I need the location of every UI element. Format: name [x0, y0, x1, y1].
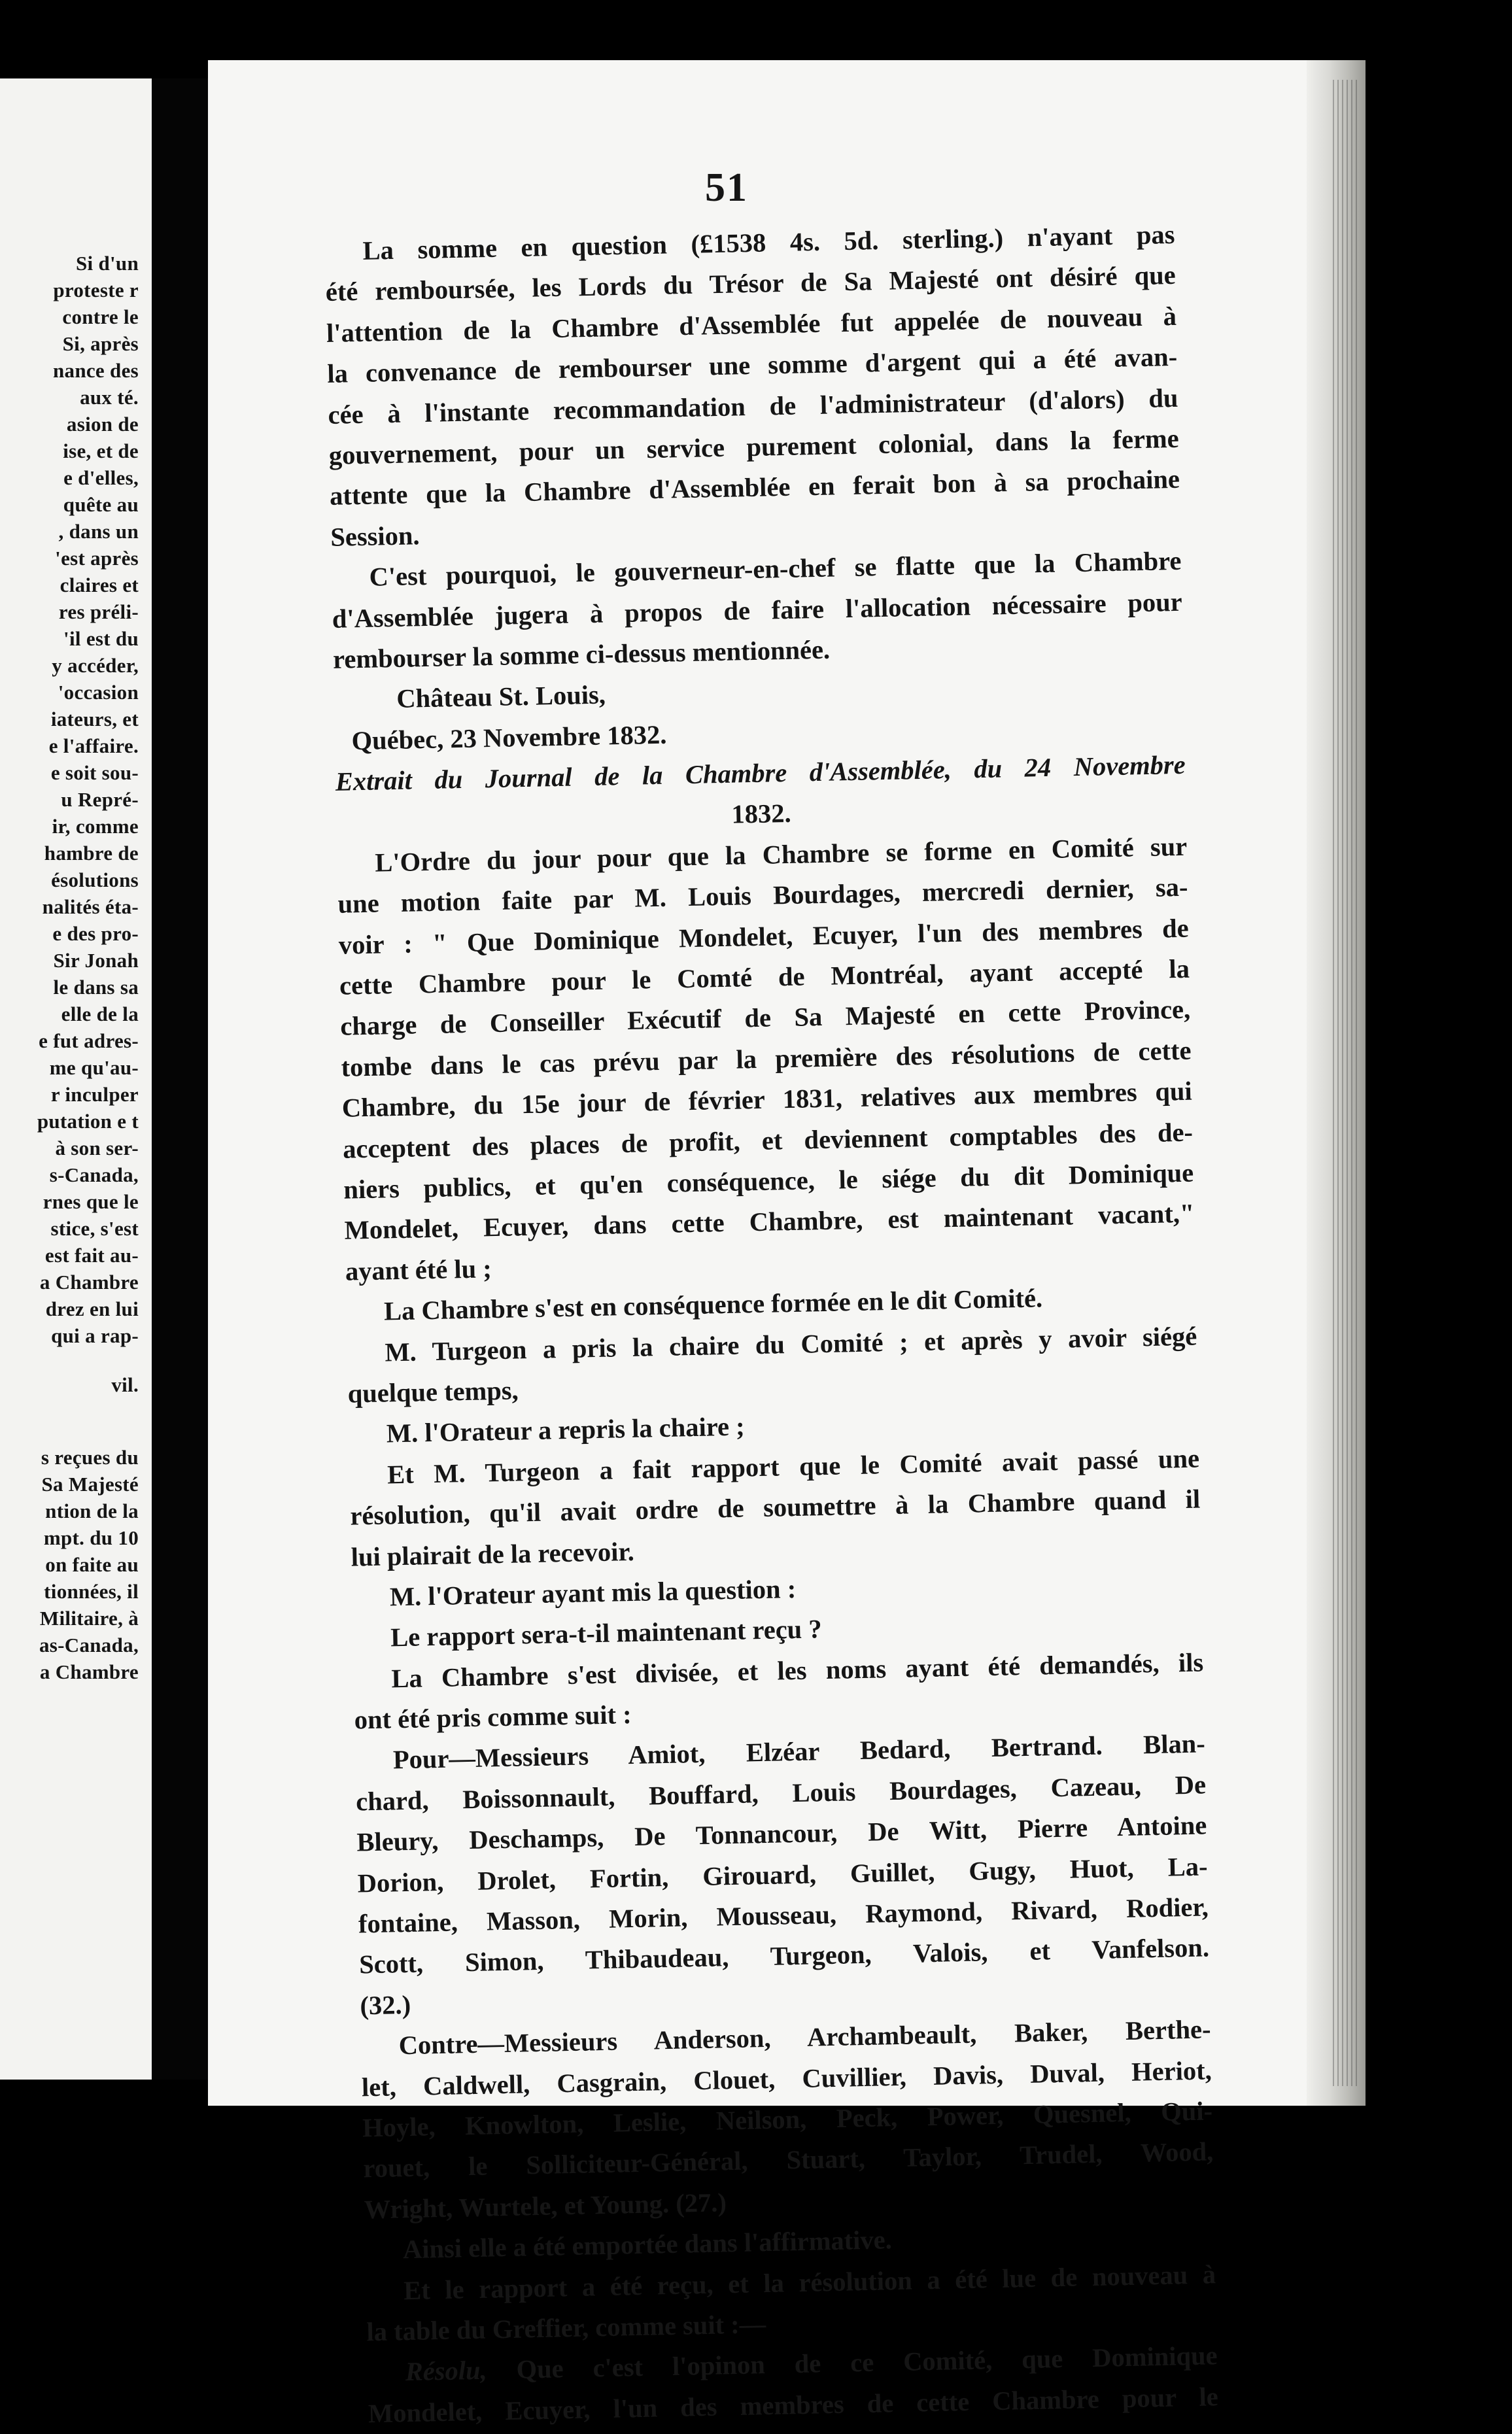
- left-page-line: qui a rap-: [51, 1324, 139, 1347]
- left-page-line: stice, s'est: [50, 1217, 139, 1240]
- extract-heading: Extrait du Journal de la Chambre d'Assemblée, du 24 Novembre: [335, 749, 1186, 797]
- text-line: attente que la Chambre d'Assemblée en ferait bon à sa prochaine: [329, 464, 1180, 511]
- left-page-line: est fait au-: [44, 1244, 139, 1267]
- page-body-text: [324, 214, 1218, 2434]
- left-page-line: Sa Majesté: [41, 1473, 139, 1496]
- left-page-line: asion de: [66, 413, 139, 436]
- left-page-line: à son ser-: [55, 1137, 139, 1159]
- left-page-fragment: [0, 78, 152, 2080]
- text-line: cée à l'instante recommandation de l'administrateur (d'alors) du: [328, 383, 1178, 430]
- text-line: Chambre, du 15e jour de février 1831, relatives aux membres qui: [341, 1076, 1193, 1123]
- signature-date: Québec, 23 Novembre 1832.: [351, 719, 667, 756]
- text-line: tombe dans le cas prévu par la première des résolutions de cette: [341, 1035, 1192, 1082]
- left-page-line: e soit sou-: [50, 761, 139, 784]
- left-page-line: nance des: [52, 359, 139, 382]
- text-line: C'est pourquoi, le gouverneur-en-chef se flatte que la Chambre: [369, 545, 1182, 592]
- left-page-line: 'il est du: [63, 627, 139, 650]
- text-line: M. l'Orateur a repris la chaire ;: [386, 1411, 746, 1448]
- text-line: Et le rapport a été reçu, et la résolution a été lue de nouveau à: [403, 2259, 1216, 2305]
- left-page-line: e d'elles,: [63, 466, 139, 489]
- text-line: La Chambre s'est divisée, et les noms ayant été demandés, ils: [390, 1647, 1204, 1694]
- text-line: l'attention de la Chambre d'Assemblée fut appelée de nouveau à: [326, 301, 1177, 348]
- resolution-text: Que c'est l'opinon de ce Comité, que Dominique: [487, 2340, 1218, 2385]
- left-page-line: e l'affaire.: [48, 734, 139, 757]
- left-page-line: 'est après: [55, 547, 139, 570]
- left-page-line: a Chambre: [39, 1660, 139, 1683]
- left-page-line: res préli-: [58, 600, 139, 623]
- text-line: voir : " Que Dominique Mondelet, Ecuyer, l'un des membres de: [338, 913, 1190, 960]
- left-page-line: a Chambre: [39, 1271, 139, 1294]
- left-page-line: putation e t: [37, 1110, 139, 1133]
- vote-contre-line: rouet, le Solliciteur-Général, Stuart, Taylor, Trudel, Wood,: [363, 2136, 1214, 2184]
- left-page-line: s reçues du: [41, 1446, 139, 1469]
- left-page-line: Si, après: [62, 332, 139, 355]
- left-page-line: le dans sa: [53, 976, 139, 999]
- vote-contre-line: Wright, Wurtele, et Young. (27.): [364, 2187, 727, 2225]
- text-line: été remboursée, les Lords du Trésor de Sa Majesté ont désiré que: [325, 260, 1177, 307]
- text-line: Ainsi elle a été emportée dans l'affirmative.: [402, 2225, 893, 2265]
- page-edge: [1307, 60, 1366, 2106]
- vote-pour-line: chard, Boissonnault, Bouffard, Louis Bourdages, Cazeau, De: [355, 1770, 1207, 1817]
- left-page-line: elle de la: [61, 1003, 139, 1025]
- extract-year: 1832.: [731, 798, 792, 830]
- text-line: quelque temps,: [347, 1375, 519, 1409]
- left-page-line: e fut adres-: [39, 1029, 139, 1052]
- vote-pour-line: Scott, Simon, Thibaudeau, Turgeon, Valois, et Vanfelson.: [358, 1932, 1210, 1980]
- left-page-line: y accéder,: [52, 654, 139, 677]
- left-page-line: me qu'au-: [49, 1056, 139, 1079]
- text-line: La somme en question (£1538 4s. 5d. sterling.) n'ayant pas: [362, 219, 1175, 266]
- left-page-line: drez en lui: [45, 1297, 139, 1320]
- left-page-line: Sir Jonah: [53, 949, 139, 972]
- left-page-line: Si d'un: [75, 252, 139, 275]
- left-page-line: proteste r: [53, 279, 139, 301]
- left-page-line: ir, comme: [52, 815, 139, 838]
- vote-contre-line: Hoyle, Knowlton, Leslie, Neilson, Peck, Power, Quesnel, Qui-: [362, 2096, 1213, 2143]
- left-page-line: iateurs, et: [50, 708, 139, 730]
- page-number: 51: [705, 165, 748, 210]
- text-line: M. Turgeon a pris la chaire du Comité ; et après y avoir siégé: [384, 1321, 1197, 1367]
- text-line: niers publics, et qu'en conséquence, le siége du dit Dominique: [343, 1157, 1194, 1205]
- left-page-line: rnes que le: [43, 1190, 139, 1213]
- vote-pour-line: Pour—Messieurs Amiot, Elzéar Bedard, Bertrand. Blan-: [392, 1728, 1206, 1775]
- text-line: Session.: [330, 520, 420, 552]
- text-line: Le rapport sera-t-il maintenant reçu ?: [390, 1614, 823, 1653]
- vote-contre-line: let, Caldwell, Casgrain, Clouet, Cuvillier, Davis, Duval, Heriot,: [361, 2055, 1212, 2102]
- left-page-line: aux té.: [80, 386, 139, 409]
- left-page-line: ésolutions: [51, 868, 139, 891]
- text-line: la table du Greffier, comme suit :—: [366, 2309, 766, 2347]
- right-page: [208, 60, 1366, 2429]
- text-line: acceptent des places de profit, et deviennent comptables des de-: [342, 1117, 1194, 1164]
- left-page-line: as-Canada,: [39, 1634, 139, 1656]
- signature-place: Château St. Louis,: [396, 679, 606, 714]
- left-page-line: ntion de la: [45, 1500, 139, 1522]
- text-line: d'Assemblée jugera à propos de faire l'allocation nécessaire pour: [332, 587, 1183, 634]
- text-line: lui plairait de la recevoir.: [351, 1536, 635, 1572]
- left-page-line: contre le: [62, 305, 139, 328]
- vote-pour-line: Dorion, Drolet, Fortin, Girouard, Guillet, Gugy, Huot, La-: [357, 1851, 1208, 1898]
- left-page-line: Militaire, à: [39, 1607, 139, 1630]
- text-line: ont été pris comme suit :: [354, 1700, 632, 1735]
- left-page-line: u Repré-: [61, 788, 139, 811]
- vote-pour-line: fontaine, Masson, Morin, Mousseau, Raymond, Rivard, Rodier,: [358, 1892, 1209, 1939]
- text-line: une motion faite par M. Louis Bourdages, mercredi dernier, sa-: [337, 872, 1188, 919]
- vote-contre-line: Contre—Messieurs Anderson, Archambeault, Baker, Berthe-: [398, 2014, 1211, 2061]
- vote-pour-total: (32.): [360, 1989, 411, 2021]
- left-page-line: r inculper: [50, 1083, 139, 1106]
- text-line: M. l'Orateur ayant mis la question :: [389, 1573, 797, 1612]
- left-page-text-column: [0, 250, 139, 1685]
- text-line: cette Chambre pour le Comté de Montréal, ayant accepté la: [339, 953, 1190, 1001]
- left-page-line: , dans un: [58, 520, 139, 543]
- text-line: La Chambre s'est en conséquence formée en le dit Comité.: [383, 1283, 1043, 1326]
- text-line: L'Ordre du jour pour que la Chambre se forme en Comité sur: [374, 831, 1188, 878]
- left-page-line: hambre de: [44, 842, 139, 865]
- left-page-line: vil.: [111, 1373, 139, 1396]
- vote-pour-line: Bleury, Deschamps, De Tonnancour, De Witt, Pierre Antoine: [356, 1810, 1207, 1857]
- text-line: charge de Conseiller Exécutif de Sa Majesté en cette Province,: [339, 995, 1191, 1042]
- text-line: Mondelet, Ecuyer, dans cette Chambre, est maintenant vacant,": [344, 1198, 1195, 1246]
- resolution-lead: Résolu,: [405, 2355, 488, 2387]
- text-line: la convenance de rembourser une somme d'argent qui a été avan-: [326, 342, 1178, 389]
- left-page-line: tionnées, il: [44, 1580, 139, 1603]
- text-line: gouvernement, pour un service purement colonial, dans la ferme: [328, 423, 1180, 470]
- text-line: résolution, qu'il avait ordre de soumettre à la Chambre quand il: [349, 1484, 1201, 1531]
- left-page-line: claires et: [60, 574, 139, 596]
- left-page-line: nalités éta-: [42, 895, 139, 918]
- left-page-line: on faite au: [45, 1553, 139, 1576]
- left-page-line: quête au: [63, 493, 139, 516]
- left-page-line: ise, et de: [63, 439, 139, 462]
- text-line: ayant été lu ;: [345, 1253, 492, 1286]
- text-line: Mondelet, Ecuyer, l'un des membres de cette Chambre pour le: [368, 2381, 1219, 2429]
- left-page-line: e des pro-: [52, 922, 139, 945]
- text-line: rembourser la somme ci-dessus mentionnée.: [332, 634, 831, 674]
- text-line: Et M. Turgeon a fait rapport que le Comité avait passé une: [387, 1443, 1200, 1490]
- left-page-line: mpt. du 10: [43, 1526, 139, 1549]
- left-page-line: 'occasion: [58, 681, 139, 704]
- book-gutter: [152, 78, 208, 2080]
- left-page-line: s-Canada,: [49, 1163, 139, 1186]
